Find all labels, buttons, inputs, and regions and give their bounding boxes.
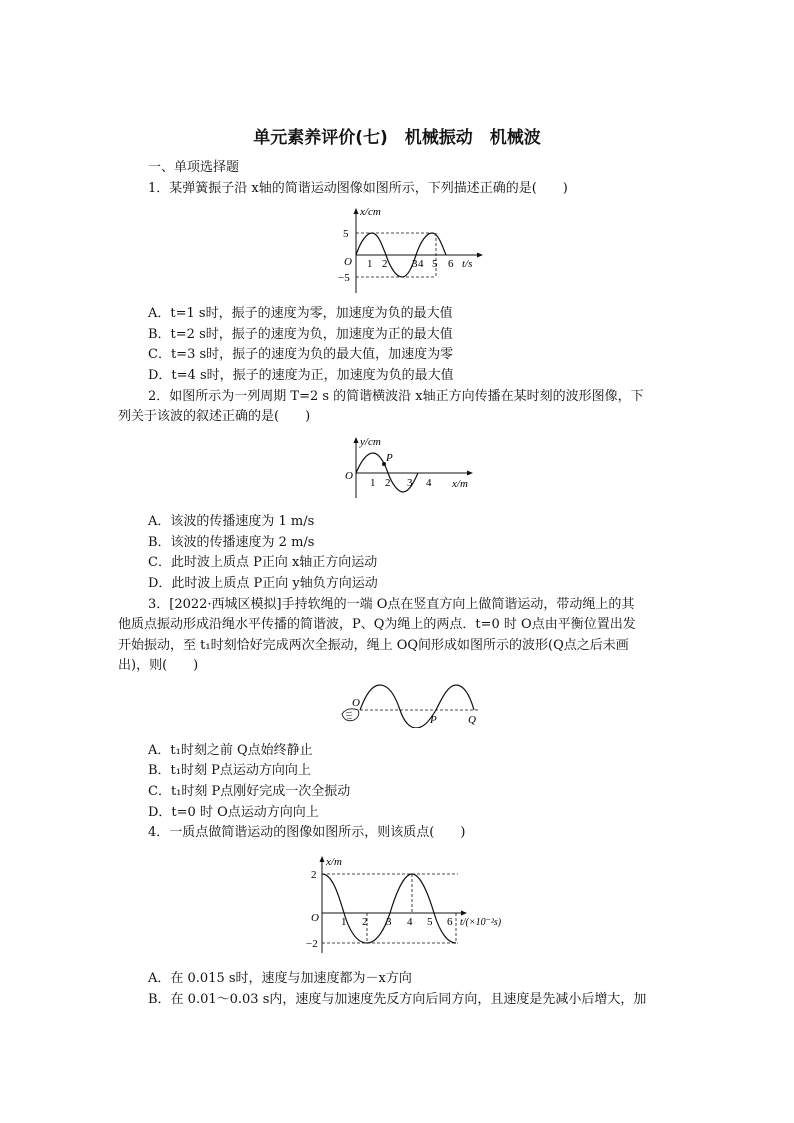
q1-ytick-neg5: −5 <box>338 272 350 284</box>
q1-option-d: D．t=4 s时，振子的速度为正，加速度为负的最大值 <box>148 368 454 383</box>
q4-xtick-6: 6 <box>447 916 453 928</box>
q1-xtick-3: 3 <box>412 258 418 270</box>
q1-xtick-4: 4 <box>418 258 424 270</box>
q4-ytick-neg2: −2 <box>306 938 318 950</box>
q2-option-b: B．该波的传播速度为 2 m/s <box>148 535 315 550</box>
q4-xlabel: t/(×10⁻²s) <box>460 917 502 928</box>
q1-xtick-2: 2 <box>382 258 388 270</box>
q1-stem: 1．某弹簧振子沿 x轴的简谐运动图像如图所示，下列描述正确的是( ) <box>148 181 568 196</box>
q2-option-c: C．此时波上质点 P正向 x轴正方向运动 <box>148 555 378 570</box>
q1-ylabel: x/cm <box>360 206 381 218</box>
q4-xtick-4: 4 <box>407 916 413 928</box>
q1-xlabel: t/s <box>462 258 473 270</box>
q4-origin: O <box>311 912 319 924</box>
q3-graph <box>338 680 486 728</box>
q4-xtick-2: 2 <box>362 916 368 928</box>
q2-xtick-1: 1 <box>370 477 376 489</box>
q1-graph <box>338 205 488 297</box>
q2-label-p: P <box>386 452 393 464</box>
q3-stem-line3: 开始振动，至 t₁时刻恰好完成两次全振动，绳上 OQ间形成如图所示的波形(Q点之后未画 <box>118 638 629 653</box>
q4-y-arrow <box>320 856 325 862</box>
q4-x-arrow <box>461 911 467 916</box>
q2-x-arrow <box>467 471 473 476</box>
q4-xtick-1: 1 <box>341 916 347 928</box>
q2-xlabel: x/m <box>452 478 468 490</box>
q3-stem-line2: 他质点振动形成沿绳水平传播的简谐波，P、Q为绳上的两点．t=0 时 O点由平衡位置出发 <box>118 617 636 632</box>
q2-graph <box>340 434 480 502</box>
q3-option-d: D．t=0 时 O点运动方向向上 <box>148 805 319 820</box>
q3-wave <box>360 685 474 728</box>
q3-label-q: Q <box>468 714 476 726</box>
q4-xtick-5: 5 <box>427 916 433 928</box>
page-title: 单元素养评价(七) 机械振动 机械波 <box>253 128 541 148</box>
q4-ytick-2: 2 <box>311 869 317 881</box>
q3-stem-line1: 3．[2022·西城区模拟]手持软绳的一端 O点在竖直方向上做简谐运动，带动绳上的其 <box>148 597 635 612</box>
q2-y-arrow <box>354 437 359 443</box>
q4-option-b: B．在 0.01～0.03 s内，速度与加速度先反方向后同方向，且速度是先减小后增大，加 <box>148 992 647 1007</box>
q1-y-arrow <box>354 208 359 214</box>
q2-xtick-4: 4 <box>426 477 432 489</box>
q3-label-o: O <box>352 697 360 709</box>
q4-graph <box>306 853 502 957</box>
q1-xtick-5: 5 <box>432 258 438 270</box>
hand-icon <box>342 709 359 721</box>
q1-xtick-1: 1 <box>367 258 373 270</box>
q4-stem: 4．一质点做简谐运动的图像如图所示，则该质点( ) <box>148 825 466 840</box>
q4-option-a: A．在 0.015 s时，速度与加速度都为－x方向 <box>148 971 412 986</box>
q2-origin: O <box>345 470 353 482</box>
q2-option-d: D．此时波上质点 P正向 y轴负方向运动 <box>148 576 378 591</box>
hand-finger-lines <box>346 712 352 719</box>
q3-label-p: P <box>430 714 437 726</box>
q3-option-c: C．t₁时刻 P点刚好完成一次全振动 <box>148 784 351 799</box>
q1-x-arrow <box>477 253 483 258</box>
section-heading: 一、单项选择题 <box>148 160 240 175</box>
q2-stem-line1: 2．如图所示为一列周期 T=2 s 的简谐横波沿 x轴正方向传播在某时刻的波形图像，下 <box>148 389 644 404</box>
q1-option-c: C．t=3 s时，振子的速度为负的最大值，加速度为零 <box>148 347 454 362</box>
q3-option-b: B．t₁时刻 P点运动方向向上 <box>148 763 311 778</box>
q1-xtick-6: 6 <box>448 258 454 270</box>
q4-curve <box>322 874 456 943</box>
q2-ylabel: y/cm <box>360 436 381 448</box>
q1-origin: O <box>344 256 352 268</box>
q2-stem-line2: 列关于该波的叙述正确的是( ) <box>118 409 311 424</box>
q4-xtick-3: 3 <box>386 916 392 928</box>
q3-stem-line4: 出)，则( ) <box>118 658 199 673</box>
q1-ytick-5: 5 <box>343 228 349 240</box>
q2-option-a: A．该波的传播速度为 1 m/s <box>148 514 315 529</box>
q4-ylabel: x/m <box>326 856 342 868</box>
q2-xtick-3: 3 <box>407 477 413 489</box>
q2-xtick-2: 2 <box>385 477 391 489</box>
q1-option-a: A．t=1 s时，振子的速度为零，加速度为负的最大值 <box>148 306 453 321</box>
q1-option-b: B．t=2 s时，振子的速度为负，加速度为正的最大值 <box>148 327 453 342</box>
q3-option-a: A．t₁时刻之前 Q点始终静止 <box>148 743 313 758</box>
